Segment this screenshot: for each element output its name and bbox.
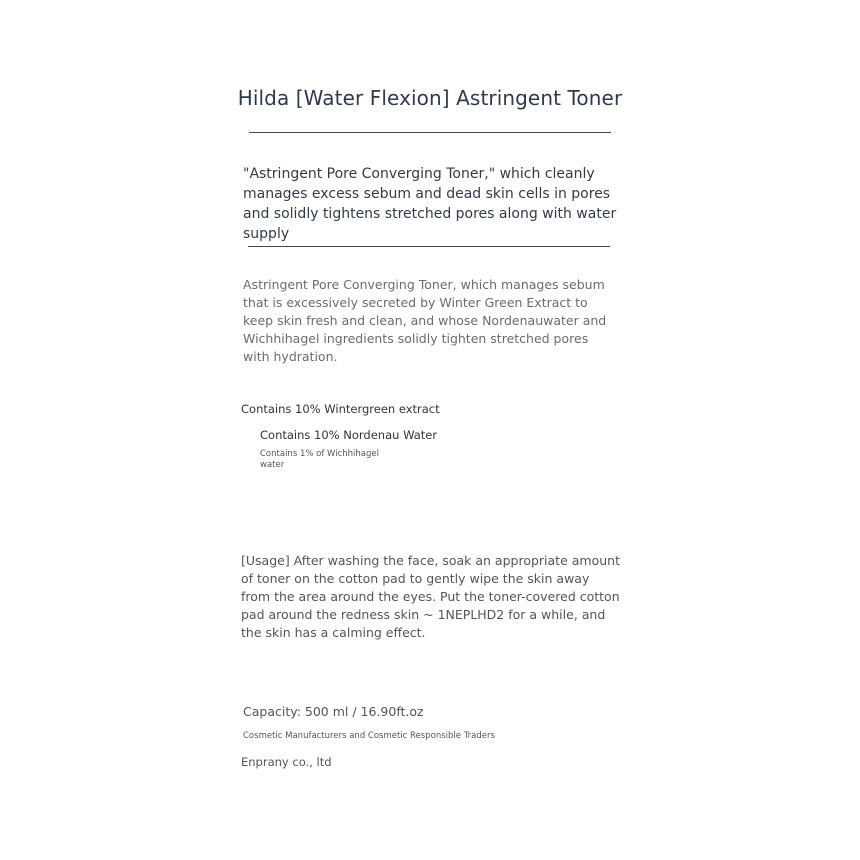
ingredient-nordenau: Contains 10% Nordenau Water [260,428,438,442]
lead-paragraph: "Astringent Pore Converging Toner," which cleanly manages excess sebum and dead skin cells in pores and solidly tightens stretched pores along with water supply [243,166,617,242]
product-title: Hilda [Water Flexion] Astringent Toner [237,86,623,110]
ingredient-wintergreen: Contains 10% Wintergreen extract [241,402,440,416]
title-divider [249,132,611,133]
capacity-text: Capacity: 500 ml / 16.90ft.oz [243,704,424,719]
manufacturer-name: Enprany co., ltd [241,755,332,769]
lead-divider [248,246,610,247]
description-paragraph: Astringent Pore Converging Toner, which manages sebum that is excessively secreted by Winter Green Extract to keep skin fresh and clean, and whose Nordenauwater and Wichhihagel ingredients solidly tighten stretched pores with hydration. [243,277,607,364]
usage-paragraph: [Usage] After washing the face, soak an appropriate amount of toner on the cotton pad to gently wipe the skin away from the area around the eyes. Put the toner-covered cotton pad around the redness skin ~ 1NEPLHD2 for a while, and the skin has a calming effect. [241,553,620,640]
ingredient-wichhihagel: Contains 1% of Wichhihagel water [260,449,379,470]
manufacturer-label: Cosmetic Manufacturers and Cosmetic Responsible Traders [243,731,495,741]
